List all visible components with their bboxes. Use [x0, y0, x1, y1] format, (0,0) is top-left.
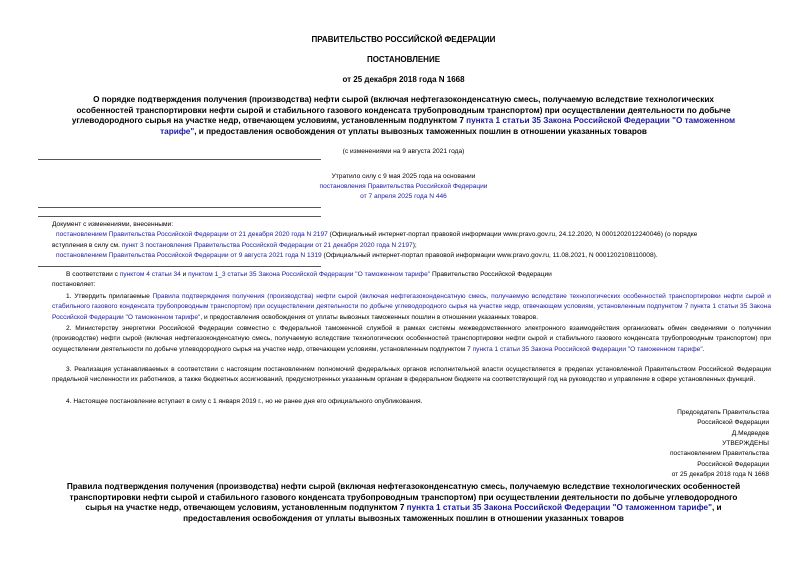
rules-title-line: Правила подтверждения получения (производства) нефти сырой (включая нефтегазоконденсатную смесь, получаемую вследствие технологических особенностей	[66, 482, 741, 491]
lost-force-text: Утратило силу с 9 мая 2025 года на основании	[331, 173, 476, 180]
amendments-block	[52, 220, 771, 262]
amendment-link[interactable]: постановлением Правительства Российской Федерации от 9 августа 2021 года N 1319	[56, 252, 322, 260]
amendment-item	[52, 251, 771, 261]
preamble-link-35[interactable]: пунктом 1_3 статьи 35 Закона Российской Федерации "О таможенном тарифе"	[188, 271, 431, 278]
divider	[38, 216, 321, 217]
preamble-resolves: постановляет:	[52, 281, 96, 289]
rules-title-line: предоставления освобождения от уплаты вывозных таможенных пошлин в отношении указанных товаров	[183, 513, 624, 523]
paragraph-4	[52, 397, 771, 407]
lost-force-link[interactable]: постановления Правительства Российской Федерации	[319, 183, 488, 190]
title-line	[20, 116, 787, 127]
paragraph-text: 2. Министерству энергетики Российской Федерации совместно с Федеральной таможенной службой в рамках системы межведомственного электронного взаимодействия организовать обмен сведениями о получении (производстве) нефти сырой (включая нефтегазоконденсатную смесь, получаемую вследствие технологических особенностей транспортировки нефти сырой и стабильного газового конденсата трубопроводным транспортом) при осуществлении деятельности по добыче углеводородного сырья на участке недр, отвечающем условиям, установленным подпунктом 7	[52, 325, 771, 353]
title-text: углеводородного сырья на участке недр, отвечающем условиям, установленным подпунктом 7	[71, 116, 467, 126]
amendment-text: );	[412, 241, 417, 249]
title-line	[20, 127, 787, 138]
amendment-item	[52, 230, 771, 240]
lost-force-notice	[0, 172, 807, 202]
title-law-link-cont[interactable]: тарифе"	[160, 126, 195, 136]
amendments-intro: Документ с изменениями, внесенными:	[52, 221, 174, 228]
approval-line: постановлением Правительства	[669, 450, 769, 458]
title-text: , и предоставления освобождения от уплаты вывозных таможенных пошлин в отношении указанных товаров	[194, 126, 647, 136]
preamble-link-34[interactable]: пунктом 4 статьи 34	[119, 271, 181, 278]
approval-block	[670, 439, 769, 481]
paragraph-1	[52, 292, 771, 323]
signature-block	[677, 408, 769, 439]
amendment-link[interactable]: постановлением Правительства Российской Федерации от 21 декабря 2020 года N 2197	[56, 231, 328, 239]
divider	[38, 266, 321, 267]
approval-date: от 25 декабря 2018 года N 1668	[671, 471, 769, 479]
amendment-link[interactable]: пункт 3 постановления Правительства Российской Федерации от 21 декабря 2020 года N 2197	[121, 241, 413, 249]
paragraph-2	[52, 324, 771, 355]
paragraph-text: 3. Реализация устанавливаемых в соответствии с настоящим постановлением полномочий федеральных органов исполнительной власти осуществляется в пределах установленной Правительством Российской Федерации предельной численности их работников, а также бюджетных ассигнований, предусмотренных указанным органам в федеральном бюджете на соответствующий год на руководство и управление в сфере установленных функций.	[52, 366, 771, 384]
title-line: особенностей транспортировки нефти сырой и стабильного газового конденсата трубопроводным транспортом) при осуществлении деятельности по добыче	[76, 105, 731, 115]
rules-title-text: сырья на участке недр, отвечающем условиям, установленным подпунктом 7	[85, 503, 407, 513]
amendment-text: (Официальный интернет-портал правовой информации www.pravo.gov.ru, 11.08.2021, N 0001202108110008).	[321, 252, 658, 260]
title-law-link[interactable]: пункта 1 статьи 35 Закона Российской Федерации "О таможенном	[466, 116, 736, 126]
preamble-text: и	[180, 271, 189, 278]
rules-title-line	[14, 503, 793, 514]
title-line: О порядке подтверждения получения (производства) нефти сырой (включая нефтегазоконденсатную смесь, получаемую вследствие технологических	[93, 95, 714, 104]
signature-line: Российской Федерации	[697, 419, 769, 427]
document-kind: ПОСТАНОВЛЕНИЕ	[366, 55, 441, 64]
preamble-text: В соответствии с	[66, 271, 120, 278]
signature-line: Председатель Правительства	[677, 409, 769, 416]
document-date: от 25 декабря 2018 года N 1668	[342, 75, 465, 84]
rules-link[interactable]: Правила подтверждения получения (производства) нефти сырой (включая нефтегазоконденсатную смесь, получаемую вследствие технологических особенностей транспортировки нефти сырой и стабильного газового конденсата трубопроводным транспортом) при осуществлении деятельности по добыче углеводородного сырья на участке недр, отвечающем условиям, установленным подпунктом 7 пункта 1 статьи 35 Закона Российской Федерации "О таможенном тарифе"	[52, 293, 771, 321]
lost-force-link-date[interactable]: от 7 апреля 2025 года N 446	[360, 193, 447, 200]
changes-note: (с изменениями на 9 августа 2021 года)	[342, 148, 465, 155]
document-title	[20, 95, 787, 137]
approval-line: Российской Федерации	[697, 460, 769, 468]
government-name: ПРАВИТЕЛЬСТВО РОССИЙСКОЙ ФЕДЕРАЦИИ	[311, 35, 496, 44]
law-link[interactable]: пункта 1 статьи 35 Закона Российской Федерации "О таможенном тарифе"	[472, 345, 703, 353]
preamble	[52, 270, 771, 291]
paragraph-text: , и предоставления освобождения от уплаты вывозных таможенных пошлин в отношении указанных товаров.	[200, 313, 539, 321]
amendment-item-cont	[52, 241, 771, 251]
rules-title-line: транспортировки нефти сырой и стабильного газового конденсата трубопроводным транспортом) при осуществлении деятельности по добыче углеводородного	[69, 492, 738, 502]
approval-line: УТВЕРЖДЕНЫ	[722, 440, 769, 447]
paragraph-text: 1. Утвердить прилагаемые	[66, 293, 153, 300]
amendment-text: (Официальный интернет-портал правовой информации www.pravo.gov.ru, 24.12.2020, N 0001202012240046) (о порядке	[327, 231, 698, 239]
preamble-text: Правительство Российской Федерации	[430, 271, 552, 278]
paragraph-text: .	[702, 345, 705, 353]
rules-title	[14, 482, 793, 524]
signature-name: Д.Медведев	[731, 429, 769, 437]
amendment-text: вступления в силу см.	[52, 241, 122, 249]
paragraph-text: 4. Настоящее постановление вступает в силу с 1 января 2019 г., но не ранее дня его официального опубликования.	[66, 398, 423, 405]
rules-title-law-link[interactable]: пункта 1 статьи 35 Закона Российской Федерации "О таможенном тарифе"	[406, 503, 712, 513]
divider	[38, 159, 321, 160]
rules-title-text: , и	[711, 503, 722, 513]
paragraph-3	[52, 365, 771, 386]
divider	[38, 207, 321, 208]
